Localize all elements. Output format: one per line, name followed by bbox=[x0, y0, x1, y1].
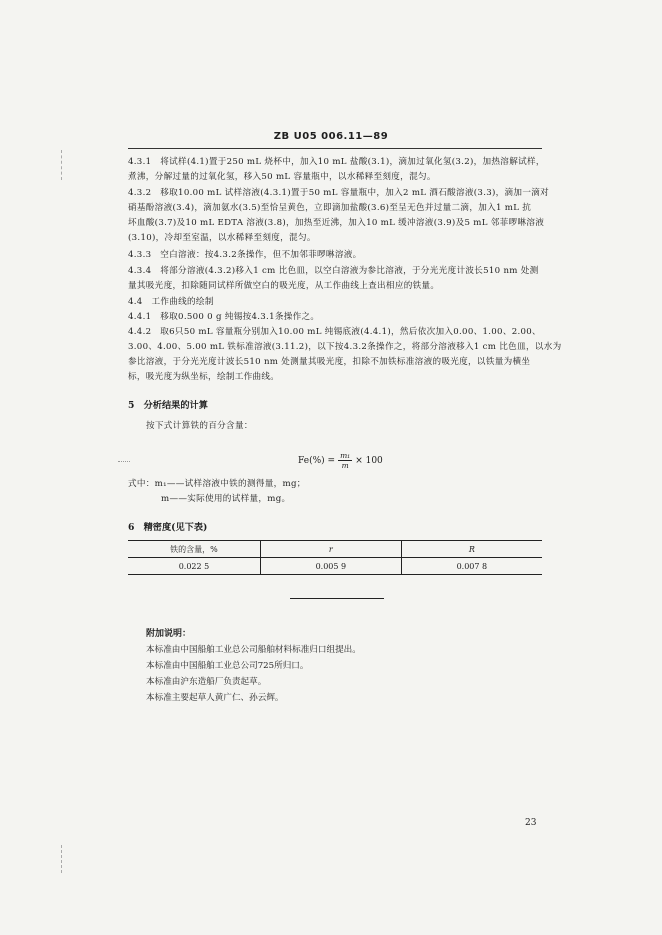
table-cell: 0.022 5 bbox=[178, 561, 210, 571]
text-line: 坏血酸(3.7)及10 mL EDTA 溶液(3.8)，加热至近沸，加入10 mL 缓冲溶液(3.9)及5 mL 邻菲啰啉溶液 bbox=[128, 218, 545, 228]
text-line: 4.4.2 取6只50 mL 容量瓶分别加入10.00 mL 纯锡底液(4.4.1)，然后依次加入0.00、1.00、2.00、 bbox=[128, 327, 541, 337]
formula-right: × 100 bbox=[355, 455, 383, 466]
text-line: 硝基酚溶液(3.4)，滴加氨水(3.5)至恰呈黄色，立即滴加盐酸(3.6)至呈无色并过量二滴，加入1 mL 抗 bbox=[128, 203, 532, 213]
table-cell: 0.005 9 bbox=[260, 558, 401, 575]
additional-note: 本标准主要起草人黄广仁、孙云辉。 bbox=[146, 693, 284, 703]
formula-left: Fe(%) = bbox=[298, 455, 336, 466]
additional-note: 本标准由中国船舶工业总公司725所归口。 bbox=[146, 661, 309, 671]
text-line: (3.10)，冷却至室温，以水稀释至刻度，混匀。 bbox=[128, 233, 316, 243]
text-line: 量其吸光度，扣除随同试样所做空白的吸光度，从工作曲线上查出相应的铁量。 bbox=[128, 281, 440, 291]
text-line: 4.4.1 移取0.500 0 g 纯锡按4.3.1条操作之。 bbox=[128, 312, 320, 322]
section-6-title: 6 精密度(见下表) bbox=[128, 522, 208, 533]
header-rule bbox=[128, 148, 542, 149]
additional-note: 本标准由沪东造船厂负责起草。 bbox=[146, 677, 267, 687]
page-number: 23 bbox=[525, 818, 537, 828]
text-line: 标，吸光度为纵坐标，绘制工作曲线。 bbox=[128, 372, 280, 382]
iron-formula bbox=[298, 451, 383, 470]
text-line: 4.3.4 将部分溶液(4.3.2)移入1 cm 比色皿，以空白溶液为参比溶液，于分光光度计波长510 nm 处测 bbox=[128, 266, 539, 276]
section-5-intro: 按下式计算铁的百分含量： bbox=[146, 421, 253, 431]
text-line: 3.00、4.00、5.00 mL 铁标准溶液(3.11.2)，以下按4.3.2条操作之，将部分溶液移入1 cm 比色皿，以水为 bbox=[128, 342, 562, 352]
formula-where-2: m——实际使用的试样量，mg。 bbox=[161, 494, 291, 504]
paragraph-4-4-2 bbox=[128, 325, 562, 385]
text-line: 参比溶液，于分光光度计波长510 nm 处测量其吸光度，扣除不加铁标准溶液的吸光度，以铁量为横坐 bbox=[128, 357, 531, 367]
table-header-row bbox=[128, 541, 542, 558]
additional-notes-title: 附加说明： bbox=[146, 629, 192, 639]
text-line: 4.4 工作曲线的绘制 bbox=[128, 297, 214, 307]
paragraph-4-3-1 bbox=[128, 155, 545, 185]
paragraph-4-3-2 bbox=[128, 186, 550, 246]
standard-header: ZB U05 006.11—89 bbox=[273, 131, 389, 142]
text-line: 4.3.1 将试样(4.1)置于250 mL 烧杯中，加入10 mL 盐酸(3.1)，滴加过氧化氢(3.2)，加热溶解试样， bbox=[128, 157, 545, 167]
formula-fraction bbox=[338, 451, 352, 470]
scan-mark bbox=[61, 150, 62, 180]
paragraph-4-3-4 bbox=[128, 264, 542, 294]
table-header-cell: r bbox=[260, 541, 401, 558]
paragraph-4-4 bbox=[128, 295, 542, 310]
section-5-title: 5 分析结果的计算 bbox=[128, 400, 208, 411]
paragraph-4-4-1 bbox=[128, 310, 542, 325]
paragraph-4-3-3 bbox=[128, 248, 542, 263]
formula-numerator: m₁ bbox=[340, 451, 351, 460]
formula-where-1: 式中：m₁——试样溶液中铁的测得量，mg； bbox=[128, 479, 306, 489]
end-rule bbox=[290, 598, 384, 599]
table-header-cell: R bbox=[401, 541, 542, 558]
text-line: 煮沸，分解过量的过氧化氢，移入50 mL 容量瓶中，以水稀释至刻度，混匀。 bbox=[128, 172, 436, 182]
text-line: 4.3.3 空白溶液：按4.3.2条操作，但不加邻菲啰啉溶液。 bbox=[128, 250, 362, 260]
table-row bbox=[128, 558, 542, 575]
text-line: 4.3.2 移取10.00 mL 试样溶液(4.3.1)置于50 mL 容量瓶中，加入2 mL 酒石酸溶液(3.3)，滴加一滴对 bbox=[128, 188, 550, 198]
formula-denominator: m bbox=[341, 461, 349, 470]
table-header-cell: 铁的含量，% bbox=[170, 544, 218, 554]
precision-table bbox=[128, 540, 542, 575]
scan-mark bbox=[61, 845, 62, 873]
additional-note: 本标准由中国船舶工业总公司船舶材料标准归口组提出。 bbox=[146, 645, 361, 655]
scan-mark bbox=[118, 461, 130, 462]
table-cell: 0.007 8 bbox=[401, 558, 542, 575]
